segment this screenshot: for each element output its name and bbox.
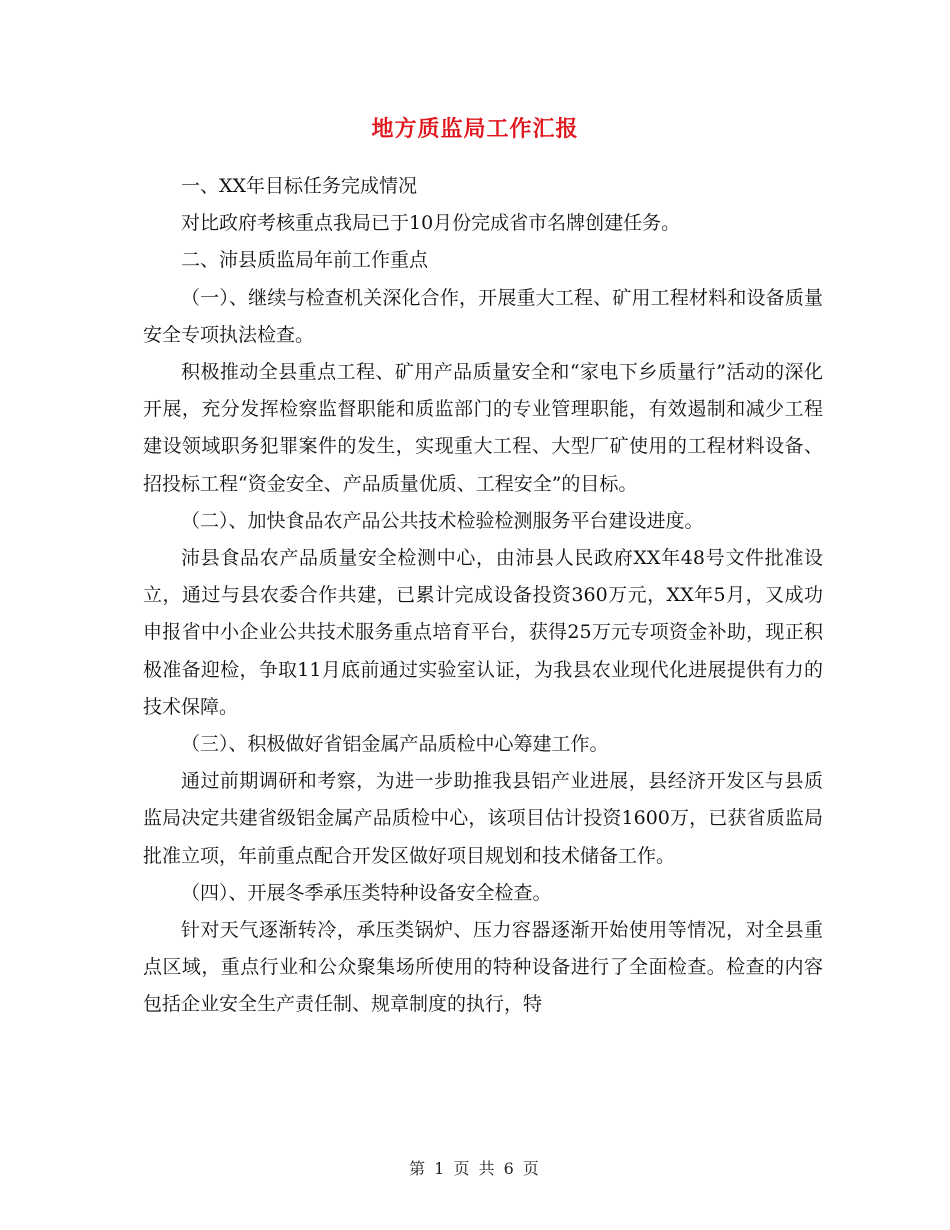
subheading-1: （一）、继续与检查机关深化合作，开展重大工程、矿用工程材料和设备质量安全专项执法检查。 [143, 286, 823, 346]
paragraph-5: 针对天气逐渐转冷，承压类锅炉、压力容器逐渐开始使用等情况，对全县重点区域，重点行业和公众聚集场所使用的特种设备进行了全面检查。检查的内容包括企业安全生产责任制、规章制度的执行，特 [143, 919, 823, 1016]
document-title: 地方质监局工作汇报 [371, 116, 579, 142]
subheading-4: （四）、开展冬季承压类特种设备安全检查。 [181, 881, 552, 904]
document-body [143, 168, 823, 1024]
subheading-2: （二）、加快食品农产品公共技术检验检测服务平台建设进度。 [181, 509, 704, 532]
subheading-3: （三）、积极做好省铝金属产品质检中心筹建工作。 [181, 733, 609, 756]
paragraph-3: 沛县食品农产品质量安全检测中心，由沛县人民政府XX年48号文件批准设立，通过与县农委合作共建，已累计完成设备投资360万元，XX年5月，又成功申报省中小企业公共技术服务重点培育平台，获得25万元专项资金补助，现正积极准备迎检，争取11月底前通过实验室认证，为我县农业现代化进展提供有力的技术保障。 [143, 547, 823, 718]
page-number-footer: 第 1 页 共 6 页 [409, 1159, 541, 1178]
paragraph-2: 积极推动全县重点工程、矿用产品质量安全和“家电下乡质量行”活动的深化开展，充分发挥检察监督职能和质监部门的专业管理职能，有效遏制和减少工程建设领域职务犯罪案件的发生，实现重大工程、大型厂矿使用的工程材料设备、招投标工程“资金安全、产品质量优质、工程安全”的目标。 [143, 361, 823, 495]
section-heading-1: 一、XX年目标任务完成情况 [181, 175, 418, 197]
paragraph-4: 通过前期调研和考察，为进一步助推我县铝产业进展，县经济开发区与县质监局决定共建省级铝金属产品质检中心，该项目估计投资1600万，已获省质监局批准立项，年前重点配合开发区做好项目规划和技术储备工作。 [143, 770, 823, 867]
paragraph-1: 对比政府考核重点我局已于10月份完成省市名牌创建任务。 [181, 212, 681, 235]
section-heading-2: 二、沛县质监局年前工作重点 [181, 249, 429, 272]
